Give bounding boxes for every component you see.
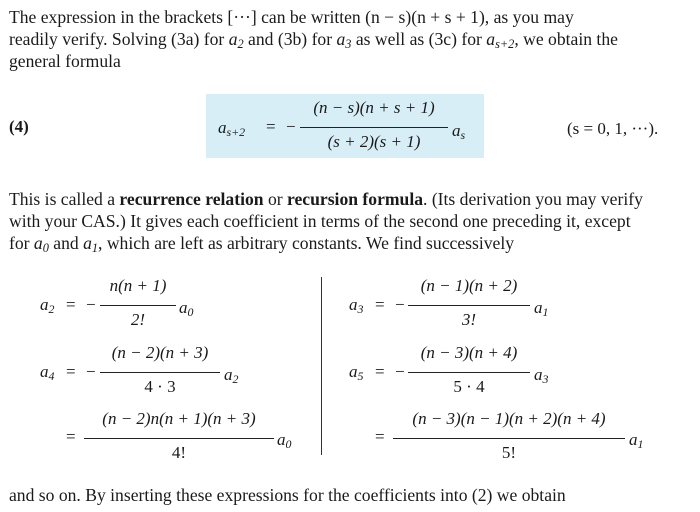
term-recurrence-relation: recurrence relation	[119, 189, 264, 209]
recurrence-line-1: This is called a recurrence relation or recursion formula. (Its derivation you may verify	[9, 189, 643, 209]
fraction-bar	[393, 438, 625, 439]
eq4-rhs: $a_s$	[452, 121, 466, 142]
fraction-bar	[408, 305, 530, 306]
eq4-equals: =	[266, 117, 276, 136]
fraction-bar	[408, 372, 530, 373]
eq-a4-numerator: (n − 2)(n + 3)	[111, 343, 209, 362]
eq-a3-equals: =	[375, 295, 385, 314]
eq-a5-denominator: 5 · 4	[453, 377, 485, 396]
math-a1: $a_1$	[83, 233, 99, 256]
eq-a5-equals: =	[375, 362, 385, 381]
eq-a5b-equals: =	[375, 427, 385, 446]
eq-a4b-numerator: (n − 2)n(n + 1)(n + 3)	[102, 409, 256, 428]
intro-line-3: general formula	[9, 51, 121, 71]
eq-a4b-rhs: $a_0$	[277, 430, 292, 451]
eq-a4-lhs: $a_4$	[40, 362, 55, 383]
fraction-bar	[300, 127, 448, 128]
eq-a2-denominator: 2!	[130, 310, 146, 329]
eq-a5-minus: −	[395, 362, 405, 381]
eq-a2-equals: =	[66, 295, 76, 314]
paragraph-intro	[9, 6, 685, 72]
eq-a4b-equals: =	[66, 427, 76, 446]
eq-a3-numerator: (n − 1)(n + 2)	[420, 276, 518, 295]
equation-label: (4)	[9, 117, 29, 136]
eq-a5-numerator: (n − 3)(n + 4)	[420, 343, 518, 362]
eq-a3-fraction	[408, 276, 530, 332]
intro-text: readily verify. Solving (3a) for	[9, 29, 229, 49]
intro-line-2	[9, 28, 685, 50]
intro-line-1: The expression in the brackets [···] can be written (n − s)(n + s + 1), as you may	[9, 7, 574, 27]
eq-a2-fraction	[100, 276, 176, 332]
eq-a4-fraction	[100, 343, 220, 399]
intro-text: , we obtain the	[514, 29, 618, 49]
paragraph-recurrence	[9, 188, 685, 254]
eq-a3-rhs: $a_1$	[534, 298, 549, 319]
eq-a4b-denominator: 4!	[171, 443, 187, 462]
eq-a4b-fraction	[84, 409, 274, 465]
eq-a5b-fraction	[393, 409, 625, 465]
eq-a5b-rhs: $a_1$	[629, 430, 644, 451]
fraction-bar	[100, 305, 176, 306]
eq-a5-fraction	[408, 343, 530, 399]
eq-a2-minus: −	[86, 295, 96, 314]
eq-a3-lhs: $a_3$	[349, 295, 364, 316]
conclusion-line-1: and so on. By inserting these expressions for the coefficients into (2) we obtain	[9, 485, 566, 505]
paragraph-conclusion	[9, 484, 685, 506]
intro-text: and (3b) for	[243, 29, 337, 49]
recurrence-line-2: with your CAS.) It gives each coefficient in terms of the second one preceding it, except	[9, 211, 631, 231]
eq-a3-minus: −	[395, 295, 405, 314]
eq-a4-equals: =	[66, 362, 76, 381]
column-divider	[321, 277, 322, 455]
intro-text: as well as (3c) for	[351, 29, 487, 49]
term-recursion-formula: recursion formula	[287, 189, 424, 209]
eq-a4-denominator: 4 · 3	[144, 377, 176, 396]
eq-a4-rhs: $a_2$	[224, 365, 239, 386]
math-as2: $a_{s+2}$	[486, 29, 515, 52]
eq4-fraction	[300, 98, 448, 154]
eq4-numerator: (n − s)(n + s + 1)	[313, 98, 435, 117]
recurrence-line-3: for $a_0$ and $a_1$, which are left as arbitrary constants. We find successively	[9, 233, 515, 256]
eq4-condition: (s = 0, 1, ···).	[567, 119, 659, 138]
eq4-denominator: (s + 2)(s + 1)	[327, 132, 421, 151]
eq-a2-lhs: $a_2$	[40, 295, 55, 316]
eq-a4-minus: −	[86, 362, 96, 381]
fraction-bar	[84, 438, 274, 439]
fraction-bar	[100, 372, 220, 373]
math-a0: $a_0$	[33, 233, 49, 256]
eq-a5-rhs: $a_3$	[534, 365, 549, 386]
math-a2: $a_2$	[228, 29, 244, 52]
eq-a3-denominator: 3!	[461, 310, 477, 329]
eq-a5b-denominator: 5!	[501, 443, 517, 462]
eq4-minus: −	[286, 117, 296, 136]
eq-a5b-numerator: (n − 3)(n − 1)(n + 2)(n + 4)	[412, 409, 606, 428]
math-a3: $a_3$	[336, 29, 352, 52]
eq4-lhs: $a_{s+2}$	[218, 118, 246, 139]
eq-a2-numerator: n(n + 1)	[109, 276, 167, 295]
eq-a5-lhs: $a_5$	[349, 362, 364, 383]
eq-a2-rhs: $a_0$	[179, 298, 194, 319]
